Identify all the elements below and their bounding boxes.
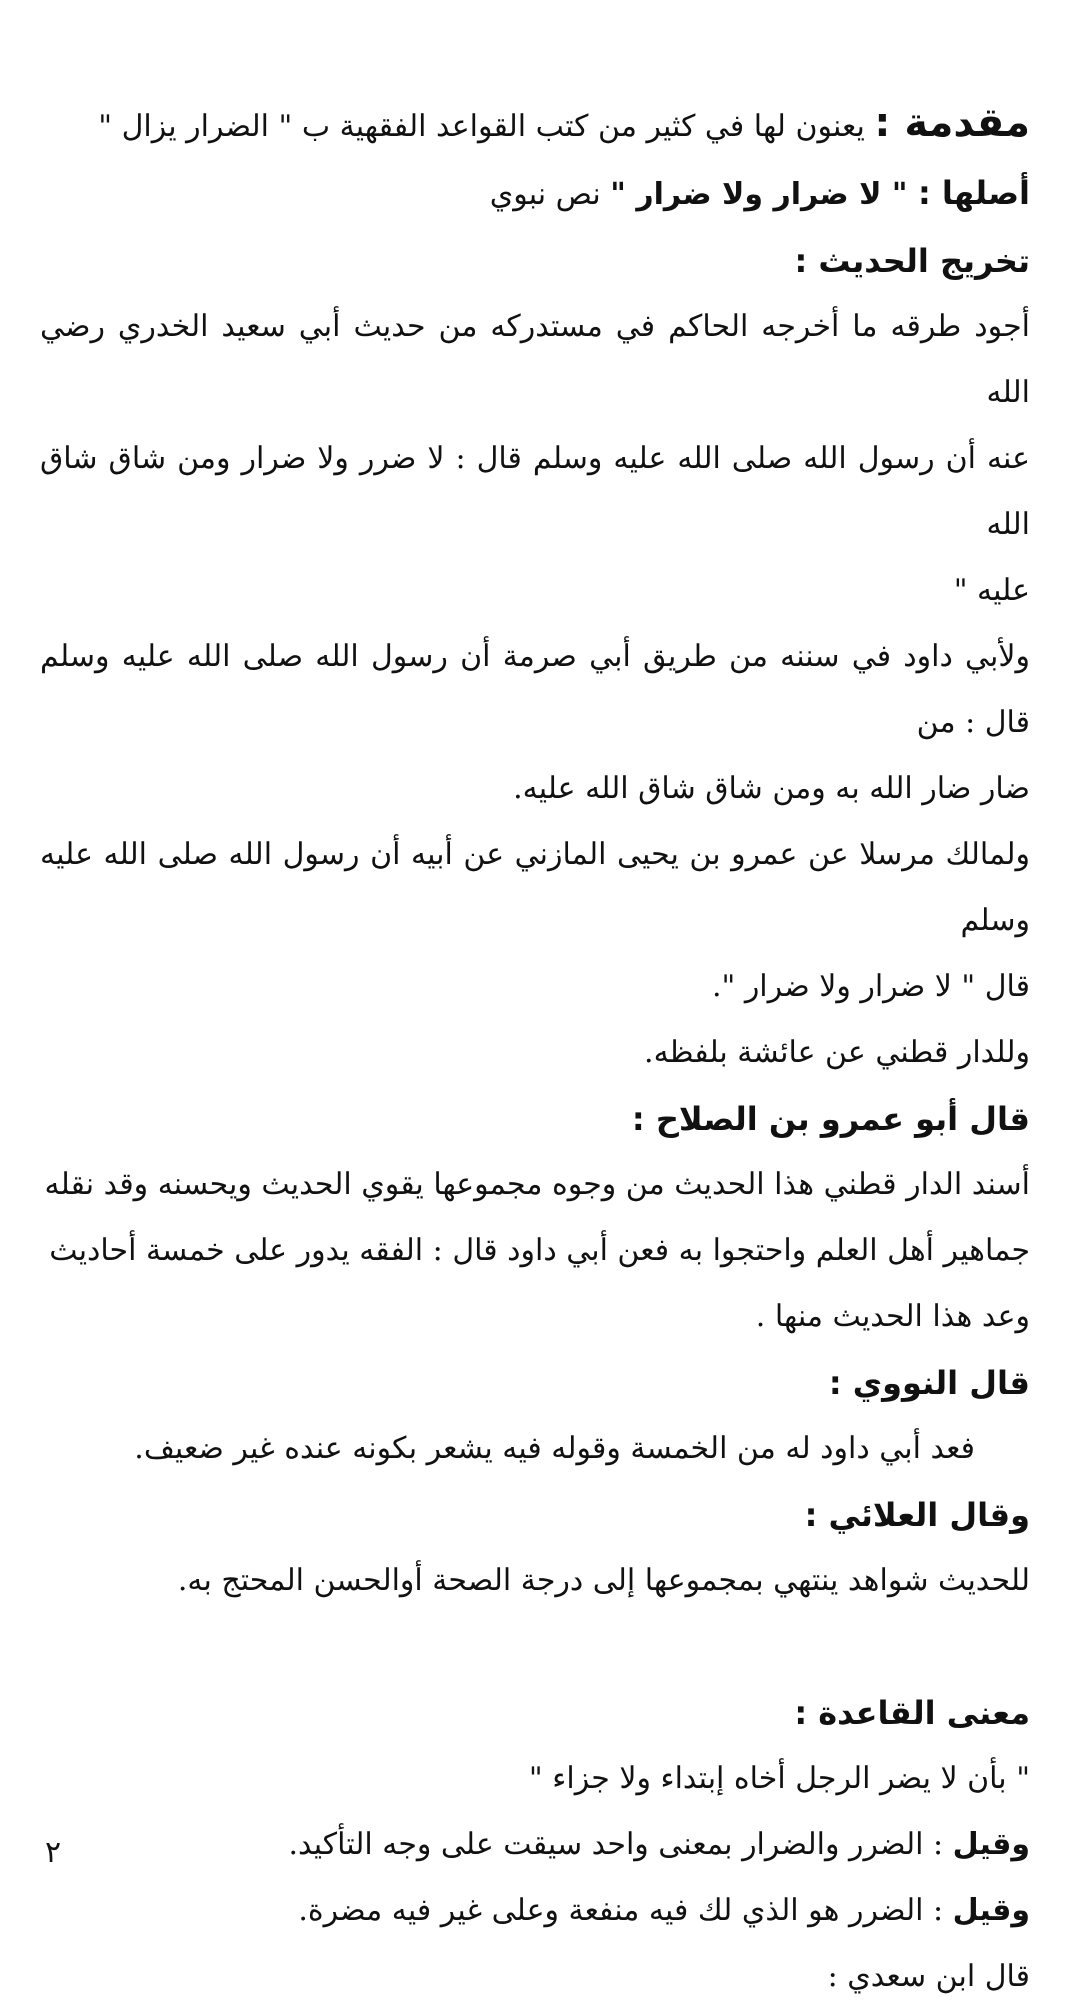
meaning-quote: " بأن لا يضر الرجل أخاه إبتداء ولا جزاء ": [528, 1761, 1030, 1796]
takhrij-heading: تخريج الحديث :: [794, 242, 1030, 280]
ibn-salah-line: وعد هذا الحديث منها .: [755, 1299, 1030, 1334]
meaning-item: [40, 1878, 1030, 1944]
intro-text: يعنون لها في كثير من كتب القواعد الفقهية ب " الضرار يزال ": [98, 109, 875, 144]
origin-text: نص نبوي: [489, 177, 611, 212]
hadith-line: ولمالك مرسلا عن عمرو بن يحيى المازني عن أبيه أن رسول الله صلى الله عليه وسلم: [40, 837, 1030, 938]
nawawi-heading: قال النووي :: [828, 1364, 1030, 1402]
intro-heading: مقدمة :: [874, 100, 1030, 146]
origin-quote: " لا ضرار ولا ضرار ": [610, 177, 918, 212]
meaning-item-text: : الضرر والضرار بمعنى واحد سيقت على وجه التأكيد.: [288, 1827, 953, 1862]
ibn-salah-heading: قال أبو عمرو بن الصلاح :: [631, 1100, 1030, 1138]
intro-line: [40, 90, 1030, 160]
origin-line: [40, 160, 1030, 228]
ibn-salah-line: أسند الدار قطني هذا الحديث من وجوه مجموعها يقوي الحديث ويحسنه وقد نقله: [44, 1167, 1030, 1202]
meaning-last-line: قال ابن سعدي :: [827, 1959, 1030, 1994]
hadith-line: ضار ضار الله به ومن شاق شاق الله عليه.: [513, 771, 1030, 806]
hadith-line: ولأبي داود في سننه من طريق أبي صرمة أن رسول الله صلى الله عليه وسلم قال : من: [40, 639, 1030, 740]
hadith-line: وللدار قطني عن عائشة بلفظه.: [644, 1035, 1030, 1070]
meaning-item-label: وقيل: [952, 1893, 1030, 1928]
meaning-item: [40, 1812, 1030, 1878]
meaning-heading: معنى القاعدة :: [794, 1694, 1030, 1732]
hadith-line: قال " لا ضرار ولا ضرار ".: [711, 969, 1030, 1004]
meaning-item-label: وقيل: [952, 1827, 1030, 1862]
section-spacer: [40, 1614, 1030, 1680]
ibn-salah-line: جماهير أهل العلم واحتجوا به فعن أبي داود قال : الفقه يدور على خمسة أحاديث: [49, 1233, 1030, 1268]
nawawi-text: فعد أبي داود له من الخمسة وقوله فيه يشعر بكونه عنده غير ضعيف.: [134, 1431, 975, 1466]
hadith-line: أجود طرقه ما أخرجه الحاكم في مستدركه من حديث أبي سعيد الخدري رضي الله: [40, 309, 1030, 410]
document-page: [40, 90, 1030, 2010]
hadith-line: عنه أن رسول الله صلى الله عليه وسلم قال : لا ضرر ولا ضرار ومن شاق شاق الله: [40, 441, 1030, 542]
origin-label: أصلها :: [917, 174, 1030, 212]
alaai-heading: وقال العلائي :: [804, 1496, 1030, 1534]
page-number: ٢: [45, 1835, 62, 1870]
alaai-text: للحديث شواهد ينتهي بمجموعها إلى درجة الصحة أوالحسن المحتج به.: [177, 1563, 1030, 1598]
meaning-item-text: : الضرر هو الذي لك فيه منفعة وعلى غير فيه مضرة.: [298, 1893, 953, 1928]
hadith-line: عليه ": [953, 573, 1030, 608]
